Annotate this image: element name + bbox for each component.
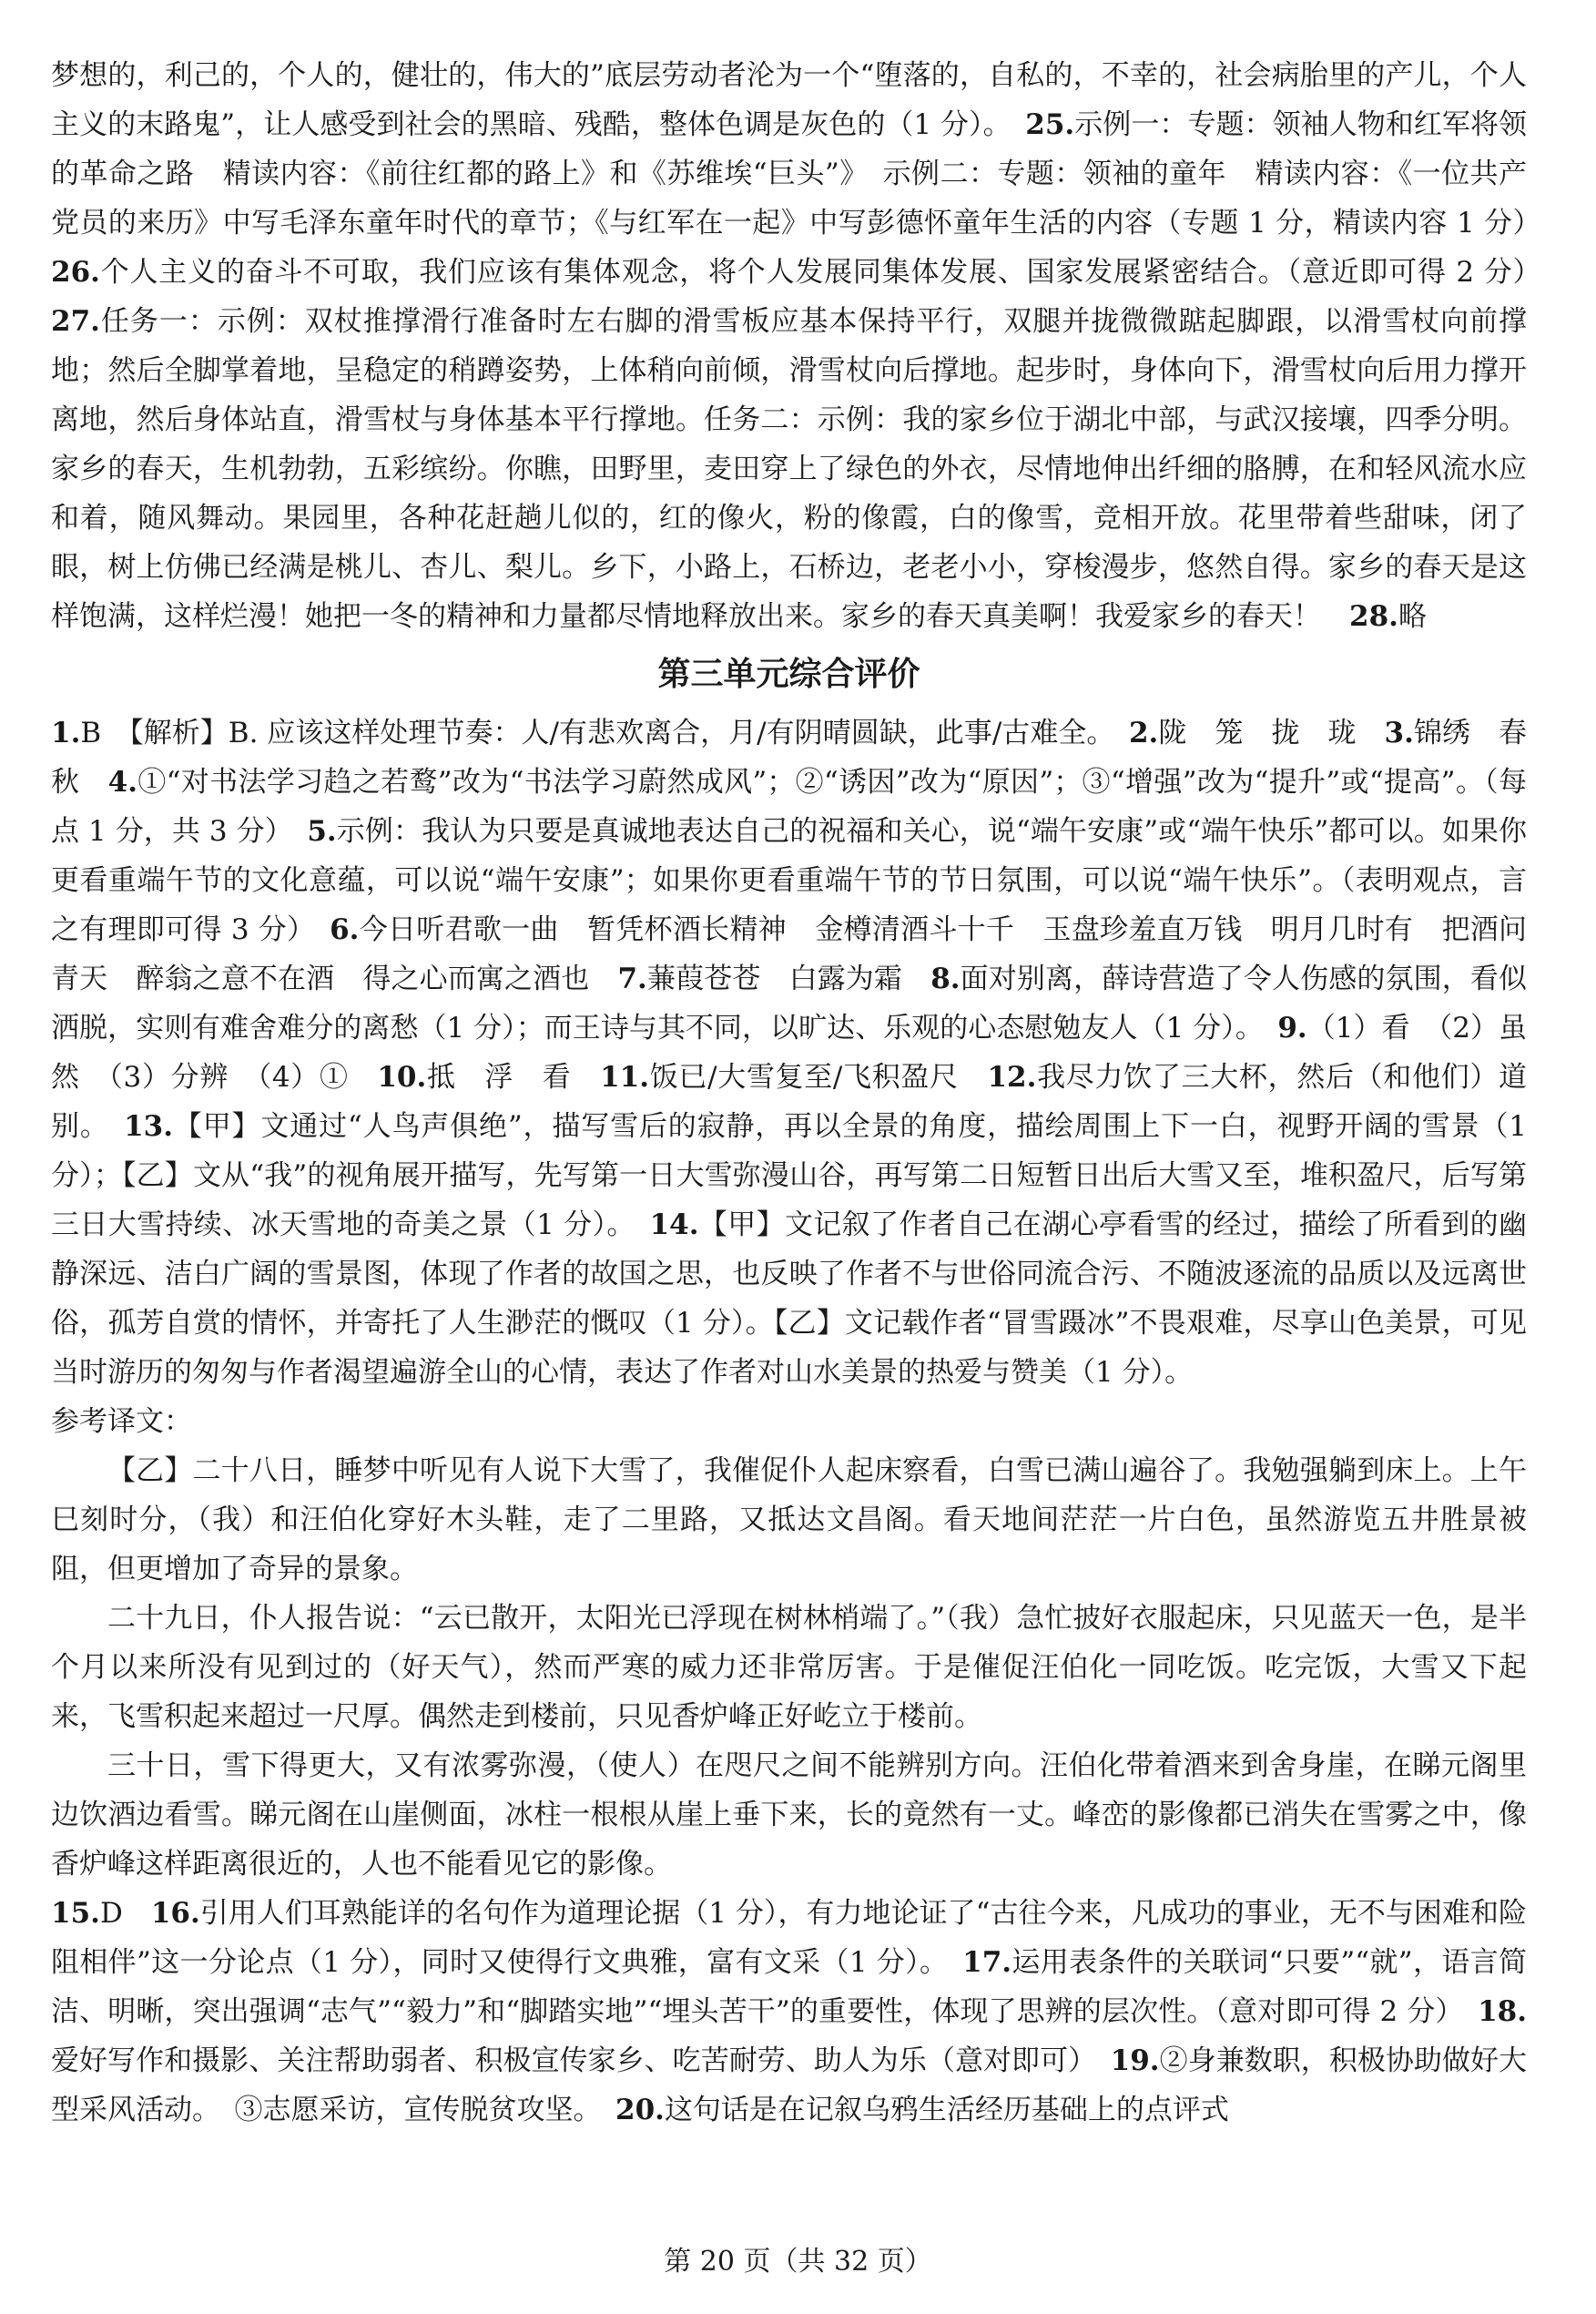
answer-17: 运用表条件的关联词“只要”“就”，语言简洁、明晰，突出强调“志气”“毅力”和“脚踏实地”“埋头苦干”的重要性，体现了思辨的层次性。（意对即可得 2 分）	[51, 1946, 1527, 2028]
answer-2: 陇 笼 拢 珑	[1158, 717, 1357, 749]
paragraph-answers-1-14	[51, 708, 1527, 1397]
translation-paragraph-1: 【乙】二十八日，睡梦中听见有人说下大雪了，我催促仆人起床察看，白雪已满山遍谷了。我勉强躺到床上。上午巳刻时分，（我）和汪伯化穿好木头鞋，走了二里路，又抵达文昌阁。看天地间茫茫一片白色，虽然游览五井胜景被阻，但更增加了奇异的景象。	[51, 1454, 1527, 1585]
answer-26: 个人主义的奋斗不可取，我们应该有集体观念，将个人发展同集体发展、国家发展紧密结合。（意近即可得 2 分）	[99, 256, 1527, 289]
q10-number: 10.	[377, 1061, 427, 1094]
q17-number: 17.	[962, 1946, 1012, 1979]
answer-6: 今日听君歌一曲 暂凭杯酒长精神 金樽清酒斗十千 玉盘珍羞直万钱 明月几时有 把酒问青天 醉翁之意不在酒 得之心而寓之酒也	[51, 913, 1528, 995]
answer-24-tail: 梦想的，利己的，个人的，健壮的，伟大的”底层劳动者沦为一个“堕落的，自私的，不幸的，社会病胎里的产儿，个人主义的末路鬼”，让人感受到社会的黑暗、残酷，整体色调是灰色的（1 分）。	[51, 59, 1527, 141]
answer-12: 我尽力饮了三大杯，然后（和他们）道别。	[51, 1061, 1528, 1143]
translation-paragraph-3: 三十日，雪下得更大，又有浓雾弥漫，（使人）在咫尺之间不能辨别方向。汪伯化带着酒来到舍身崖，在睇元阁里边饮酒边看雪。睇元阁在山崖侧面，冰柱一根根从崖上垂下来，长的竟然有一丈。峰峦的影像都已消失在雪雾之中，像香炉峰这样距离很近的，人也不能看见它的影像。	[51, 1749, 1527, 1881]
q19-number: 19.	[1110, 2044, 1160, 2077]
answer-13: 【甲】文通过“人鸟声俱绝”，描写雪后的寂静，再以全景的角度，描绘周围上下一白，视野开阔的雪景（1 分）；【乙】文从“我”的视角展开描写，先写第一日大雪弥漫山谷，再写第二日短暂日出后大雪又至，堆积盈尺，后写第三日大雪持续、冰天雪地的奇美之景（1 分）。	[51, 1110, 1528, 1241]
answer-1: B 【解析】B. 应该这样处理节奏：人/有悲欢离合，月/有阴晴圆缺，此事/古难全。	[80, 717, 1101, 749]
page-footer: 第 20 页（共 32 页）	[664, 2246, 932, 2278]
q25-number: 25.	[1025, 108, 1075, 141]
q9-number: 9.	[1277, 1012, 1307, 1045]
answer-8: 面对别离，薛诗营造了令人伤感的氛围，看似洒脱，实则有难舍难分的离愁（1 分）；而王诗与其不同，以旷达、乐观的心态慰勉友人（1 分）。	[51, 963, 1528, 1045]
q27-number: 27.	[51, 305, 100, 338]
answer-16: 引用人们耳熟能详的名句作为道理论据（1 分），有力地论证了“古往今来，凡成功的事业，无不与困难和险阻相伴”这一分论点（1 分），同时又使得行文典雅，富有文采（1 分）。	[51, 1897, 1528, 1979]
q5-number: 5.	[307, 815, 337, 848]
answer-20: 这句话是在记叙乌鸦生活经历基础上的点评式	[664, 2094, 1229, 2126]
answer-19: ②身兼数职，积极协助做好大型采风活动。 ③志愿采访，宣传脱贫攻坚。	[51, 2044, 1528, 2126]
answer-10: 抵 浮 看	[426, 1061, 572, 1094]
q20-number: 20.	[615, 2094, 665, 2126]
q8-number: 8.	[930, 963, 961, 995]
answer-28: 略	[1398, 600, 1427, 633]
answer-14: 【甲】文记叙了作者自己在湖心亭看雪的经过，描绘了所看到的幽静深远、洁白广阔的雪景图，体现了作者的故国之思，也反映了作者不与世俗同流合污、不随波逐流的品质以及远离世俗，孤芳自赏的情怀，并寄托了人生渺茫的慨叹（1 分）。【乙】文记载作者“冒雪蹑冰”不畏艰难，尽享山色美景，可见当时游历的匆匆与作者渴望遍游全山的心情，表达了作者对山水美景的热爱与赞美（1 分）。	[51, 1208, 1528, 1389]
q1-number: 1.	[51, 717, 81, 749]
paragraph-answers-15-20	[51, 1889, 1527, 2135]
answer-3: 锦绣 春秋	[51, 717, 1528, 799]
q16-number: 16.	[150, 1897, 200, 1930]
translation-label: 参考译文：	[51, 1405, 192, 1438]
q11-number: 11.	[600, 1061, 650, 1094]
q13-number: 13.	[124, 1110, 173, 1143]
answer-5: 示例：我认为只要是真诚地表达自己的祝福和关心，说“端午安康”或“端午快乐”都可以。如果你更看重端午节的文化意蕴，可以说“端午安康”；如果你更看重端午节的节日氛围，可以说“端午快乐”。（表明观点，言之有理即可得 3 分）	[51, 815, 1527, 946]
answer-15: D	[99, 1897, 123, 1930]
q3-number: 3.	[1384, 717, 1414, 749]
q7-number: 7.	[617, 963, 647, 995]
q2-number: 2.	[1128, 717, 1159, 749]
answer-4: ①“对书法学习趋之若鹜”改为“书法学习蔚然成风”；②“诱因”改为“原因”；③“增强”改为“提升”或“提高”。（每点 1 分，共 3 分）	[51, 766, 1527, 848]
answer-25: 示例一：专题：领袖人物和红军将领的革命之路 精读内容：《前往红都的路上》和《苏维埃“巨头”》 示例二：专题：领袖的童年 精读内容：《一位共产党员的来历》中写毛泽东童年时代的章节；《与红军在一起》中写彭德怀童年生活的内容（专题 1 分，精读内容 1 分）	[51, 108, 1528, 240]
translation-paragraph-2: 二十九日，仆人报告说：“云已散开，太阳光已浮现在树林梢端了。”（我）急忙披好衣服起床，只见蓝天一色，是半个月以来所没有见到过的（好天气），然而严寒的威力还非常厉害。于是催促汪伯化一同吃饭。吃完饭，大雪又下起来，飞雪积起来超过一尺厚。偶然走到楼前，只见香炉峰正好屹立于楼前。	[51, 1602, 1527, 1733]
answer-7: 蒹葭苍苍 白露为霜	[646, 963, 903, 995]
q26-number: 26.	[51, 256, 100, 289]
q4-number: 4.	[107, 766, 138, 799]
answer-9: （1）看 （2）虽然 （3）分辨 （4）①	[51, 1012, 1528, 1094]
q28-number: 28.	[1349, 600, 1398, 633]
q12-number: 12.	[987, 1061, 1037, 1094]
unit-title: 第三单元综合评价	[657, 655, 920, 693]
q14-number: 14.	[649, 1208, 699, 1241]
paragraph-continued-answers	[51, 51, 1527, 641]
answer-18: 爱好写作和摄影、关注帮助弱者、积极宣传家乡、吃苦耐劳、助人为乐（意对即可）	[51, 2044, 1083, 2077]
answer-27: 任务一：示例：双杖推撑滑行准备时左右脚的滑雪板应基本保持平行，双腿并拢微微踮起脚跟，以滑雪杖向前撑地；然后全脚掌着地，呈稳定的稍蹲姿势，上体稍向前倾，滑雪杖向后撑地。起步时，身体向下，滑雪杖向后用力撑开离地，然后身体站直，滑雪杖与身体基本平行撑地。任务二：示例：我的家乡位于湖北中部，与武汉接壤，四季分明。家乡的春天，生机勃勃，五彩缤纷。你瞧，田野里，麦田穿上了绿色的外衣，尽情地伸出纤细的胳膊，在和轻风流水应和着，随风舞动。果园里，各种花赶趟儿似的，红的像火，粉的像霞，白的像雪，竞相开放。花里带着些甜味，闭了眼，树上仿佛已经满是桃儿、杏儿、梨儿。乡下，小路上，石桥边，老老小小，穿梭漫步，悠然自得。家乡的春天是这样饱满，这样烂漫！她把一冬的精神和力量都尽情地释放出来。家乡的春天真美啊！我爱家乡的春天！	[51, 305, 1527, 633]
answer-11: 饭已/大雪复至/飞积盈尺	[649, 1061, 959, 1094]
q18-number: 18.	[1478, 1995, 1527, 2028]
q15-number: 15.	[51, 1897, 100, 1930]
q6-number: 6.	[330, 913, 360, 946]
